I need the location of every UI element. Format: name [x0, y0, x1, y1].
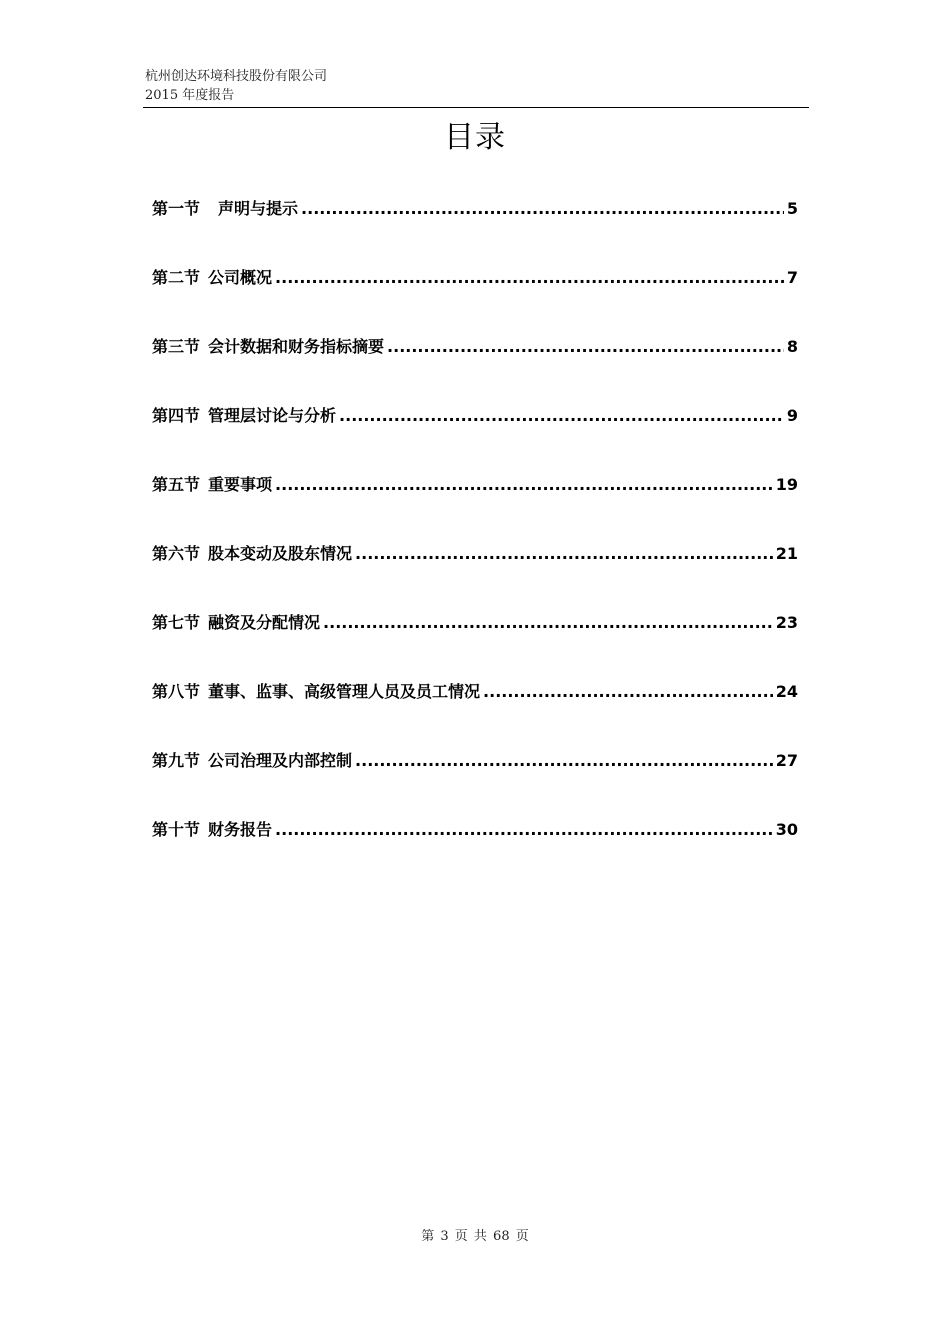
toc-section-number: 第四节: [152, 406, 201, 425]
toc-entry-7[interactable]: [152, 610, 798, 679]
toc-section-title: 声明与提示: [218, 199, 299, 218]
toc-dot-leader: [275, 265, 784, 291]
toc-section-number: 第九节: [152, 751, 201, 770]
toc-entry-8[interactable]: [152, 679, 798, 748]
toc-dot-leader: [275, 817, 773, 843]
toc-dot-leader: [301, 196, 784, 222]
toc-section-title: 会计数据和财务指标摘要: [208, 337, 385, 356]
toc-dot-leader: [355, 748, 773, 774]
toc-page-number: 8: [786, 337, 798, 356]
toc-page-number: 23: [775, 613, 798, 632]
header-company-name: 杭州创达环境科技股份有限公司: [145, 69, 328, 84]
toc-section-title: 公司治理及内部控制: [208, 751, 353, 770]
toc-entry-9[interactable]: [152, 748, 798, 817]
toc-section-title: 股本变动及股东情况: [208, 544, 353, 563]
toc-section-number: 第八节: [152, 682, 201, 701]
toc-section-title: 公司概况: [208, 268, 273, 287]
toc-page-number: 30: [775, 820, 798, 839]
toc-page-number: 27: [775, 751, 798, 770]
toc-entry-3[interactable]: [152, 334, 798, 403]
toc-section-number: 第二节: [152, 268, 201, 287]
toc-section-number: 第一节: [152, 199, 201, 218]
toc-section-title: 董事、监事、高级管理人员及员工情况: [208, 682, 481, 701]
toc-page-number: 5: [786, 199, 798, 218]
toc-section-number: 第五节: [152, 475, 201, 494]
toc-section-number: 第七节: [152, 613, 201, 632]
toc-entry-6[interactable]: [152, 541, 798, 610]
toc-section-title: 重要事项: [208, 475, 273, 494]
toc-dot-leader: [355, 541, 773, 567]
toc-dot-leader: [323, 610, 773, 636]
toc-dot-leader: [339, 403, 784, 429]
toc-section-title: 管理层讨论与分析: [208, 406, 337, 425]
toc-dot-leader: [275, 472, 773, 498]
toc-page-number: 7: [786, 268, 798, 287]
toc-page-number: 21: [775, 544, 798, 563]
page-footer-page-number: 第 3 页 共 68 页: [421, 1229, 529, 1244]
toc-entry-4[interactable]: [152, 403, 798, 472]
toc-section-title: 财务报告: [208, 820, 273, 839]
toc-dot-leader: [387, 334, 784, 360]
toc-section-number: 第六节: [152, 544, 201, 563]
toc-title: 目录: [444, 120, 506, 155]
toc-section-title: 融资及分配情况: [208, 613, 321, 632]
toc-entry-1[interactable]: [152, 196, 798, 265]
header-report-title: 2015 年度报告: [145, 88, 235, 103]
toc-page-number: 9: [786, 406, 798, 425]
toc-dot-leader: [483, 679, 773, 705]
toc-entry-5[interactable]: [152, 472, 798, 541]
table-of-contents: [152, 196, 798, 886]
toc-page-number: 24: [775, 682, 798, 701]
toc-page-number: 19: [775, 475, 798, 494]
toc-section-number: 第三节: [152, 337, 201, 356]
page-header: [143, 66, 809, 108]
toc-entry-10[interactable]: [152, 817, 798, 886]
toc-entry-2[interactable]: [152, 265, 798, 334]
toc-section-number: 第十节: [152, 820, 201, 839]
